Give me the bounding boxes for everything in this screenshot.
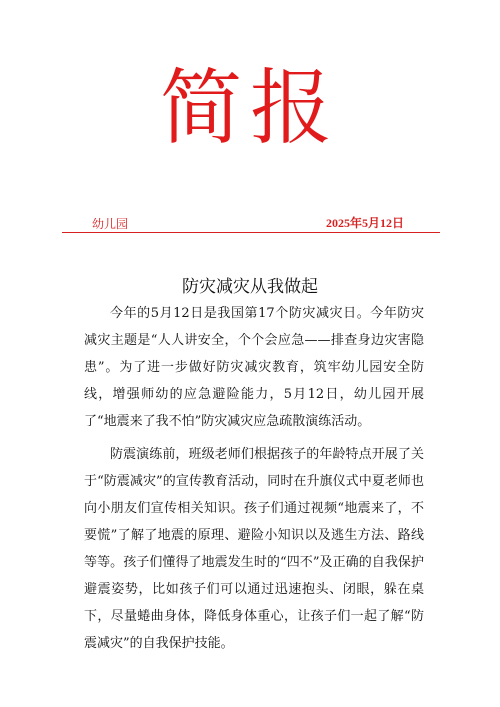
- newsletter-masthead: 简报: [159, 61, 340, 156]
- organization-name: 幼儿园: [92, 217, 129, 231]
- article-headline: 防灾减灾从我做起: [182, 277, 318, 297]
- article-paragraph: 今年的5月12日是我国第17个防灾减灾日。今年防灾减灾主题是“人人讲安全，个个会应急——排查身边灾害隐患”。为了进一步做好防灾减灾教育，筑牢幼儿园安全防线，增强师幼的应急避险能力，5月12日，幼儿园开展了“地震来了我不怕”防灾减灾应急疏散演练活动。: [84, 306, 424, 429]
- header-divider: [62, 232, 440, 233]
- issue-date: 2025年5月12日: [325, 216, 404, 230]
- article-paragraph: 防震演练前，班级老师们根据孩子的年龄特点开展了关于“防震减灾”的宣传教育活动，同时在升旗仪式中夏老师也向小朋友们宣传相关知识。孩子们通过视频“地震来了，不要慌”了解了地震的原理、避险小知识以及逃生方法、路线等等。孩子们懂得了地震发生时的“四不”及正确的自我保护避震姿势，比如孩子们可以通过迅速抱头、闭眼，躲在桌下，尽量蜷曲身体，降低身体重心，让孩子们一起了解“防震减灾”的自我保护技能。: [84, 447, 424, 651]
- article-body: [84, 300, 424, 663]
